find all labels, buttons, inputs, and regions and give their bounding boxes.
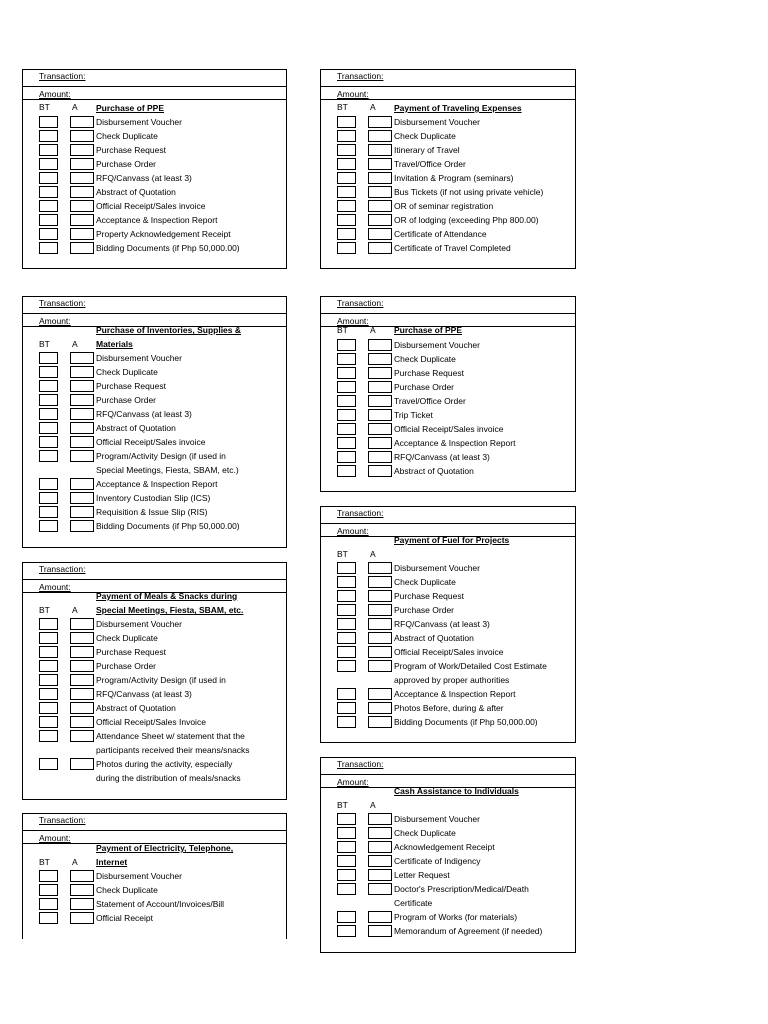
bt-checkbox[interactable]	[39, 408, 58, 420]
requirement-item: Check Duplicate	[394, 577, 456, 587]
a-column-label: A	[72, 339, 78, 349]
requirement-item: Disbursement Voucher	[96, 117, 182, 127]
bt-checkbox[interactable]	[39, 674, 58, 686]
a-checkbox[interactable]	[70, 702, 94, 714]
requirement-item: Official Receipt	[96, 913, 154, 923]
requirement-item: Inventory Custodian Slip (ICS)	[96, 493, 211, 503]
divider	[23, 313, 286, 314]
section-title: Purchase of PPE	[394, 325, 463, 335]
bt-checkbox[interactable]	[337, 702, 356, 714]
requirement-item: Bidding Documents (if Php 50,000.00)	[96, 243, 240, 253]
checklist-card	[22, 296, 287, 548]
section-title: Special Meetings, Fiesta, SBAM, etc.	[96, 605, 244, 615]
bt-checkbox[interactable]	[337, 660, 356, 672]
bt-checkbox[interactable]	[39, 200, 58, 212]
a-checkbox[interactable]	[70, 172, 94, 184]
requirement-item: Official Receipt/Sales invoice	[394, 424, 504, 434]
requirement-item: Disbursement Voucher	[394, 340, 480, 350]
a-checkbox[interactable]	[70, 632, 94, 644]
bt-checkbox[interactable]	[337, 465, 356, 477]
requirement-item: Purchase Order	[394, 382, 454, 392]
bt-checkbox[interactable]	[337, 925, 356, 937]
requirement-item: Check Duplicate	[394, 828, 456, 838]
a-checkbox[interactable]	[70, 158, 94, 170]
checklist-card	[22, 562, 287, 800]
amount-label: Amount:	[39, 582, 71, 592]
bt-checkbox[interactable]	[337, 130, 356, 142]
bt-checkbox[interactable]	[337, 841, 356, 853]
a-checkbox[interactable]	[70, 674, 94, 686]
bt-checkbox[interactable]	[39, 912, 58, 924]
bt-checkbox[interactable]	[39, 520, 58, 532]
transaction-label: Transaction:	[39, 564, 86, 574]
a-checkbox[interactable]	[368, 855, 392, 867]
a-checkbox[interactable]	[70, 116, 94, 128]
a-checkbox[interactable]	[70, 394, 94, 406]
checklist-card	[320, 757, 576, 953]
requirement-item: Official Receipt/Sales invoice	[96, 201, 206, 211]
section-title: Payment of Traveling Expenses	[394, 103, 522, 113]
requirement-item: OR of lodging (exceeding Php 800.00)	[394, 215, 539, 225]
requirement-item: Travel/Office Order	[394, 396, 466, 406]
a-checkbox[interactable]	[368, 353, 392, 365]
bt-checkbox[interactable]	[39, 646, 58, 658]
a-checkbox[interactable]	[70, 884, 94, 896]
requirement-item: Purchase Order	[96, 395, 156, 405]
bt-checkbox[interactable]	[337, 144, 356, 156]
bt-checkbox[interactable]	[39, 422, 58, 434]
bt-checkbox[interactable]	[39, 450, 58, 462]
bt-checkbox[interactable]	[337, 381, 356, 393]
a-checkbox[interactable]	[368, 702, 392, 714]
bt-checkbox[interactable]	[39, 702, 58, 714]
a-checkbox[interactable]	[368, 646, 392, 658]
requirement-item: Acknowledgement Receipt	[394, 842, 495, 852]
bt-checkbox[interactable]	[39, 492, 58, 504]
bt-checkbox[interactable]	[337, 214, 356, 226]
bt-checkbox[interactable]	[39, 870, 58, 882]
a-checkbox[interactable]	[368, 130, 392, 142]
bt-column-label: BT	[337, 549, 348, 559]
divider	[321, 313, 575, 314]
divider	[321, 86, 575, 87]
requirement-item: Memorandum of Agreement (if needed)	[394, 926, 543, 936]
bt-column-label: BT	[337, 325, 348, 335]
requirement-item: Travel/Office Order	[394, 159, 466, 169]
bt-column-label: BT	[39, 605, 50, 615]
a-checkbox[interactable]	[70, 898, 94, 910]
requirement-item: Purchase Request	[96, 145, 166, 155]
bt-checkbox[interactable]	[337, 353, 356, 365]
amount-label: Amount:	[337, 777, 369, 787]
requirement-item: Acceptance & Inspection Report	[96, 215, 218, 225]
requirement-item: Bidding Documents (if Php 50,000.00)	[96, 521, 240, 531]
requirement-item: Program/Activity Design (if used in	[96, 451, 226, 461]
bt-checkbox[interactable]	[337, 827, 356, 839]
a-checkbox[interactable]	[70, 242, 94, 254]
requirement-item: Certificate	[394, 898, 433, 908]
amount-label: Amount:	[337, 89, 369, 99]
a-checkbox[interactable]	[368, 688, 392, 700]
section-title: Payment of Electricity, Telephone,	[96, 843, 234, 853]
amount-label: Amount:	[39, 89, 71, 99]
a-checkbox[interactable]	[70, 492, 94, 504]
bt-checkbox[interactable]	[337, 228, 356, 240]
bt-column-label: BT	[39, 102, 50, 112]
a-checkbox[interactable]	[368, 590, 392, 602]
bt-checkbox[interactable]	[337, 200, 356, 212]
a-checkbox[interactable]	[368, 367, 392, 379]
bt-checkbox[interactable]	[337, 590, 356, 602]
bt-checkbox[interactable]	[337, 437, 356, 449]
a-column-label: A	[370, 102, 376, 112]
bt-checkbox[interactable]	[337, 409, 356, 421]
bt-checkbox[interactable]	[337, 883, 356, 895]
bt-checkbox[interactable]	[337, 911, 356, 923]
requirement-item: Certificate of Indigency	[394, 856, 481, 866]
bt-checkbox[interactable]	[337, 716, 356, 728]
bt-checkbox[interactable]	[337, 604, 356, 616]
a-checkbox[interactable]	[368, 423, 392, 435]
bt-checkbox[interactable]	[39, 186, 58, 198]
divider	[23, 99, 286, 100]
requirement-item: Abstract of Quotation	[96, 423, 176, 433]
bt-checkbox[interactable]	[39, 366, 58, 378]
divider	[321, 774, 575, 775]
a-checkbox[interactable]	[368, 409, 392, 421]
a-checkbox[interactable]	[70, 758, 94, 770]
requirement-item: Special Meetings, Fiesta, SBAM, etc.)	[96, 465, 239, 475]
bt-checkbox[interactable]	[39, 758, 58, 770]
bt-checkbox[interactable]	[39, 172, 58, 184]
amount-label: Amount:	[39, 316, 71, 326]
requirement-item: Acceptance & Inspection Report	[96, 479, 218, 489]
requirement-item: Abstract of Quotation	[394, 466, 474, 476]
a-column-label: A	[370, 549, 376, 559]
a-column-label: A	[370, 800, 376, 810]
section-title: Internet	[96, 857, 128, 867]
a-checkbox[interactable]	[368, 172, 392, 184]
checklist-card	[320, 506, 576, 743]
divider	[321, 523, 575, 524]
bt-checkbox[interactable]	[39, 228, 58, 240]
a-checkbox[interactable]	[368, 200, 392, 212]
requirement-item: Check Duplicate	[96, 367, 158, 377]
bt-checkbox[interactable]	[39, 618, 58, 630]
requirement-item: Abstract of Quotation	[96, 703, 176, 713]
bt-checkbox[interactable]	[337, 242, 356, 254]
a-checkbox[interactable]	[70, 716, 94, 728]
bt-checkbox[interactable]	[337, 339, 356, 351]
bt-checkbox[interactable]	[337, 855, 356, 867]
bt-column-label: BT	[39, 339, 50, 349]
bt-checkbox[interactable]	[39, 214, 58, 226]
requirement-item: Check Duplicate	[96, 131, 158, 141]
bt-checkbox[interactable]	[337, 116, 356, 128]
bt-column-label: BT	[337, 102, 348, 112]
bt-checkbox[interactable]	[39, 242, 58, 254]
section-title: Purchase of PPE	[96, 103, 165, 113]
a-checkbox[interactable]	[70, 200, 94, 212]
a-checkbox[interactable]	[368, 632, 392, 644]
bt-checkbox[interactable]	[39, 352, 58, 364]
divider	[321, 99, 575, 100]
a-checkbox[interactable]	[70, 186, 94, 198]
requirement-item: Disbursement Voucher	[394, 563, 480, 573]
a-checkbox[interactable]	[70, 646, 94, 658]
a-checkbox[interactable]	[70, 478, 94, 490]
bt-column-label: BT	[337, 800, 348, 810]
requirement-item: Official Receipt/Sales Invoice	[96, 717, 206, 727]
a-checkbox[interactable]	[368, 395, 392, 407]
requirement-item: Disbursement Voucher	[394, 117, 480, 127]
section-title: Cash Assistance to Individuals	[394, 786, 519, 796]
section-title: Materials	[96, 339, 133, 349]
amount-label: Amount:	[337, 526, 369, 536]
divider	[23, 579, 286, 580]
a-checkbox[interactable]	[368, 451, 392, 463]
bt-checkbox[interactable]	[39, 506, 58, 518]
requirement-item: approved by proper authorities	[394, 675, 510, 685]
a-column-label: A	[370, 325, 376, 335]
a-checkbox[interactable]	[368, 618, 392, 630]
requirement-item: Doctor's Prescription/Medical/Death	[394, 884, 529, 894]
checklist-card	[320, 69, 576, 269]
a-checkbox[interactable]	[70, 436, 94, 448]
requirement-item: Acceptance & Inspection Report	[394, 689, 516, 699]
transaction-label: Transaction:	[337, 71, 384, 81]
requirement-item: Disbursement Voucher	[96, 619, 182, 629]
transaction-label: Transaction:	[337, 298, 384, 308]
a-checkbox[interactable]	[70, 366, 94, 378]
a-checkbox[interactable]	[70, 380, 94, 392]
transaction-label: Transaction:	[39, 71, 86, 81]
a-checkbox[interactable]	[368, 242, 392, 254]
bt-checkbox[interactable]	[337, 646, 356, 658]
bt-checkbox[interactable]	[39, 884, 58, 896]
requirement-item: Program of Work/Detailed Cost Estimate	[394, 661, 547, 671]
amount-label: Amount:	[39, 833, 71, 843]
a-checkbox[interactable]	[70, 912, 94, 924]
a-checkbox[interactable]	[368, 716, 392, 728]
requirement-item: Purchase Request	[96, 381, 166, 391]
a-checkbox[interactable]	[368, 883, 392, 895]
bt-checkbox[interactable]	[39, 144, 58, 156]
a-checkbox[interactable]	[368, 144, 392, 156]
a-checkbox[interactable]	[368, 186, 392, 198]
a-checkbox[interactable]	[70, 352, 94, 364]
section-title: Payment of Fuel for Projects	[394, 535, 510, 545]
a-checkbox[interactable]	[70, 130, 94, 142]
a-checkbox[interactable]	[70, 408, 94, 420]
requirement-item: RFQ/Canvass (at least 3)	[96, 689, 192, 699]
bt-checkbox[interactable]	[39, 688, 58, 700]
requirement-item: Official Receipt/Sales invoice	[96, 437, 206, 447]
bt-checkbox[interactable]	[337, 186, 356, 198]
requirement-item: Bidding Documents (if Php 50,000.00)	[394, 717, 538, 727]
divider	[23, 86, 286, 87]
bt-checkbox[interactable]	[39, 632, 58, 644]
bt-checkbox[interactable]	[337, 367, 356, 379]
a-checkbox[interactable]	[368, 339, 392, 351]
a-checkbox[interactable]	[368, 869, 392, 881]
a-checkbox[interactable]	[368, 381, 392, 393]
a-checkbox[interactable]	[70, 870, 94, 882]
requirement-item: RFQ/Canvass (at least 3)	[394, 452, 490, 462]
bt-checkbox[interactable]	[337, 158, 356, 170]
requirement-item: Photos Before, during & after	[394, 703, 504, 713]
bt-checkbox[interactable]	[337, 451, 356, 463]
bt-checkbox[interactable]	[39, 716, 58, 728]
requirement-item: Photos during the activity, especially	[96, 759, 233, 769]
requirement-item: Purchase Request	[394, 591, 464, 601]
a-checkbox[interactable]	[368, 827, 392, 839]
bt-checkbox[interactable]	[39, 380, 58, 392]
a-column-label: A	[72, 857, 78, 867]
section-title: Payment of Meals & Snacks during	[96, 591, 238, 601]
amount-label: Amount:	[337, 316, 369, 326]
bt-checkbox[interactable]	[39, 436, 58, 448]
requirement-item: RFQ/Canvass (at least 3)	[394, 619, 490, 629]
requirement-item: Acceptance & Inspection Report	[394, 438, 516, 448]
a-checkbox[interactable]	[368, 562, 392, 574]
checklist-card	[320, 296, 576, 492]
a-checkbox[interactable]	[368, 841, 392, 853]
requirement-item: Statement of Account/Invoices/Bill	[96, 899, 225, 909]
requirement-item: Disbursement Voucher	[96, 353, 182, 363]
a-checkbox[interactable]	[70, 422, 94, 434]
bt-checkbox[interactable]	[337, 395, 356, 407]
bt-checkbox[interactable]	[337, 423, 356, 435]
requirement-item: Check Duplicate	[96, 885, 158, 895]
bt-checkbox[interactable]	[337, 618, 356, 630]
bt-checkbox[interactable]	[39, 660, 58, 672]
a-column-label: A	[72, 605, 78, 615]
requirement-item: Check Duplicate	[394, 131, 456, 141]
checklist-card	[22, 813, 287, 939]
a-checkbox[interactable]	[368, 576, 392, 588]
a-checkbox[interactable]	[368, 604, 392, 616]
divider	[23, 830, 286, 831]
a-checkbox[interactable]	[368, 925, 392, 937]
a-column-label: A	[72, 102, 78, 112]
transaction-label: Transaction:	[39, 298, 86, 308]
requirement-item: Abstract of Quotation	[394, 633, 474, 643]
checklist-card	[22, 69, 287, 269]
a-checkbox[interactable]	[70, 688, 94, 700]
requirement-item: Purchase Order	[96, 661, 156, 671]
requirement-item: Letter Request	[394, 870, 450, 880]
requirement-item: Purchase Request	[394, 368, 464, 378]
transaction-label: Transaction:	[337, 508, 384, 518]
requirement-item: Purchase Order	[96, 159, 156, 169]
a-checkbox[interactable]	[70, 520, 94, 532]
requirement-item: Abstract of Quotation	[96, 187, 176, 197]
requirement-item: Purchase Order	[394, 605, 454, 615]
a-checkbox[interactable]	[368, 214, 392, 226]
requirement-item: Attendance Sheet w/ statement that the	[96, 731, 245, 741]
bt-checkbox[interactable]	[337, 172, 356, 184]
a-checkbox[interactable]	[368, 660, 392, 672]
requirement-item: Disbursement Voucher	[394, 814, 480, 824]
a-checkbox[interactable]	[70, 730, 94, 742]
bt-checkbox[interactable]	[39, 394, 58, 406]
a-checkbox[interactable]	[70, 450, 94, 462]
a-checkbox[interactable]	[368, 437, 392, 449]
bt-checkbox[interactable]	[39, 130, 58, 142]
a-checkbox[interactable]	[70, 144, 94, 156]
a-checkbox[interactable]	[70, 228, 94, 240]
bt-checkbox[interactable]	[39, 730, 58, 742]
requirement-item: Trip Ticket	[394, 410, 433, 420]
a-checkbox[interactable]	[70, 214, 94, 226]
requirement-item: Disbursement Voucher	[96, 871, 182, 881]
a-checkbox[interactable]	[368, 813, 392, 825]
requirement-item: Itinerary of Travel	[394, 145, 460, 155]
requirement-item: Property Acknowledgement Receipt	[96, 229, 231, 239]
requirement-item: Certificate of Attendance	[394, 229, 487, 239]
requirement-item: Invitation & Program (seminars)	[394, 173, 514, 183]
requirement-item: Requisition & Issue Slip (RIS)	[96, 507, 208, 517]
bt-checkbox[interactable]	[337, 576, 356, 588]
bt-column-label: BT	[39, 857, 50, 867]
requirement-item: Program of Works (for materials)	[394, 912, 518, 922]
requirement-item: RFQ/Canvass (at least 3)	[96, 173, 192, 183]
requirement-item: Check Duplicate	[96, 633, 158, 643]
transaction-label: Transaction:	[39, 815, 86, 825]
a-checkbox[interactable]	[70, 506, 94, 518]
bt-checkbox[interactable]	[39, 116, 58, 128]
requirement-item: Program/Activity Design (if used in	[96, 675, 226, 685]
bt-checkbox[interactable]	[337, 813, 356, 825]
requirement-item: Official Receipt/Sales invoice	[394, 647, 504, 657]
a-checkbox[interactable]	[368, 911, 392, 923]
bt-checkbox[interactable]	[39, 158, 58, 170]
requirement-item: Certificate of Travel Completed	[394, 243, 511, 253]
requirement-item: participants received their means/snacks	[96, 745, 250, 755]
a-checkbox[interactable]	[368, 228, 392, 240]
bt-checkbox[interactable]	[337, 562, 356, 574]
bt-checkbox[interactable]	[39, 478, 58, 490]
requirement-item: Check Duplicate	[394, 354, 456, 364]
requirement-item: OR of seminar registration	[394, 201, 494, 211]
bt-checkbox[interactable]	[337, 688, 356, 700]
requirement-item: RFQ/Canvass (at least 3)	[96, 409, 192, 419]
bt-checkbox[interactable]	[39, 898, 58, 910]
a-checkbox[interactable]	[70, 618, 94, 630]
section-title: Purchase of Inventories, Supplies &	[96, 325, 242, 335]
a-checkbox[interactable]	[368, 465, 392, 477]
bt-checkbox[interactable]	[337, 869, 356, 881]
bt-checkbox[interactable]	[337, 632, 356, 644]
a-checkbox[interactable]	[368, 116, 392, 128]
requirement-item: during the distribution of meals/snacks	[96, 773, 241, 783]
requirement-item: Purchase Request	[96, 647, 166, 657]
a-checkbox[interactable]	[70, 660, 94, 672]
a-checkbox[interactable]	[368, 158, 392, 170]
transaction-label: Transaction:	[337, 759, 384, 769]
requirement-item: Bus Tickets (if not using private vehicle)	[394, 187, 544, 197]
